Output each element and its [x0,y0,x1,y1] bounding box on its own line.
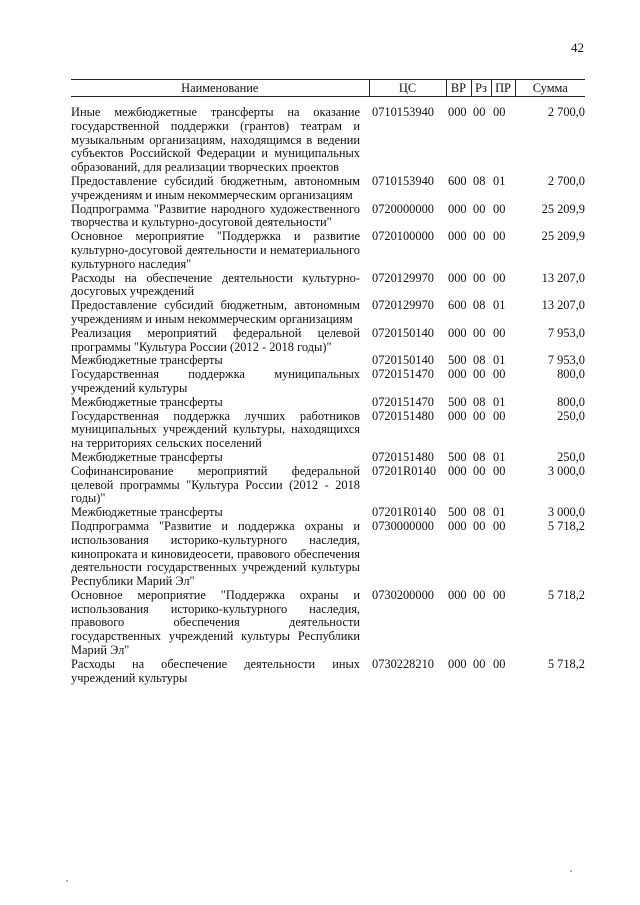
cell-cs: 0710153940 [372,105,434,119]
cell-pr: 00 [493,463,506,478]
cell-sum: 25 209,9 [541,229,585,244]
cell-sum: 7 953,0 [547,353,585,368]
scan-dot [570,870,572,872]
table-row [71,396,585,410]
cell-pr: 00 [493,408,506,423]
table-row [71,203,585,231]
cell-pr: 00 [493,229,506,244]
table-row [71,506,585,520]
cell-name: Предоставление субсидий бюджетным, автономным учреждениям и иным некоммерческим организациям [71,298,360,326]
cell-name: Государственная поддержка лучших работников муниципальных учреждений культуры, находящихся на территориях сельских поселений [71,408,360,451]
cell-name: Расходы на обеспечение деятельности культурно-досуговых учреждений [71,270,360,299]
cell-name: Основное мероприятие "Поддержка охраны и использования историко-культурного наследия, правового обеспечения деятельности государственных учреждений культуры Республики Марий Эл" [71,587,360,658]
cell-vr: 600 [448,173,467,188]
cell-name: Межбюджетные трансферты [71,394,223,409]
cell-pr: 01 [493,449,506,464]
table-row [71,272,585,300]
cell-vr: 000 [448,201,467,216]
table-row [71,299,585,327]
cell-pr: 00 [493,656,506,671]
cell-vr: 500 [448,505,467,520]
cell-pr: 01 [493,298,506,313]
cell-rz: 00 [473,656,486,671]
table-row [71,465,585,506]
table-row [71,354,585,368]
cell-sum: 5 718,2 [547,518,585,533]
cell-sum: 5 718,2 [547,656,585,671]
cell-vr: 000 [448,367,467,382]
cell-rz: 08 [473,505,486,520]
cell-rz: 08 [473,449,486,464]
cell-rz: 00 [473,270,486,285]
cell-rz: 08 [473,394,486,409]
cell-rz: 08 [473,353,486,368]
cell-rz: 00 [473,587,486,602]
cell-cs: 07201R0140 [372,463,437,478]
cell-cs: 0720150140 [372,325,434,340]
cell-cs: 0730000000 [372,518,434,533]
cell-pr: 00 [493,518,506,533]
cell-vr: 000 [448,656,467,671]
cell-cs: 0720100000 [372,229,434,244]
cell-pr: 01 [493,353,506,368]
cell-name: Реализация мероприятий федеральной целевой программы "Культура России (2012 - 2018 годы)" [71,325,360,354]
cell-vr: 500 [448,449,467,464]
cell-sum: 13 207,0 [541,298,585,313]
cell-cs: 0720151480 [372,408,434,423]
table-row [71,97,585,175]
cell-rz: 08 [473,173,486,188]
table-row [71,327,585,355]
cell-vr: 000 [448,518,467,533]
budget-table [71,79,585,685]
cell-pr: 00 [493,587,506,602]
cell-pr: 00 [493,105,506,119]
table-row [71,520,585,589]
table-row [71,589,585,658]
cell-cs: 0720129970 [372,270,434,285]
cell-sum: 250,0 [557,449,585,464]
cell-vr: 500 [448,394,467,409]
table-body [71,97,585,686]
cell-sum: 2 700,0 [547,173,585,188]
cell-name: Предоставление субсидий бюджетным, автономным учреждениям и иным некоммерческим организациям [71,173,360,202]
cell-sum: 250,0 [557,408,585,423]
table-row [71,451,585,465]
cell-rz: 00 [473,463,486,478]
cell-pr: 00 [493,367,506,382]
cell-vr: 000 [448,463,467,478]
cell-cs: 0730200000 [372,587,434,602]
header-rz: Рз [471,80,491,97]
cell-pr: 00 [493,325,506,340]
cell-rz: 00 [473,518,486,533]
cell-vr: 000 [448,105,467,119]
table-row [71,368,585,396]
table-header [71,80,585,97]
cell-sum: 2 700,0 [547,105,585,119]
cell-rz: 00 [473,105,486,119]
cell-sum: 5 718,2 [547,587,585,602]
cell-pr: 01 [493,394,506,409]
cell-cs: 0710153940 [372,173,434,188]
cell-sum: 13 207,0 [541,270,585,285]
cell-rz: 00 [473,367,486,382]
cell-vr: 000 [448,270,467,285]
cell-cs: 0730228210 [372,656,434,671]
cell-rz: 00 [473,408,486,423]
header-name: Наименование [71,80,369,97]
cell-rz: 08 [473,298,486,313]
cell-name: Межбюджетные трансферты [71,353,223,368]
header-cs: ЦС [369,80,446,97]
header-vr: ВР [446,80,471,97]
cell-name: Государственная поддержка муниципальных учреждений культуры [71,367,360,395]
cell-vr: 600 [448,298,467,313]
table-row [71,175,585,203]
cell-vr: 000 [448,325,467,340]
cell-pr: 01 [493,505,506,520]
cell-name: Иные межбюджетные трансферты на оказание государственной поддержки (грантов) театрам и музыкальным организациям, находящимся в ведении субъектов Российской Федерации и муниципальных образований, для реализации творческих проектов [71,105,360,175]
cell-name: Межбюджетные трансферты [71,449,223,464]
cell-name: Подпрограмма "Развитие народного художественного творчества и культурно-досуговой деятельности" [71,201,360,230]
cell-name: Основное мероприятие "Поддержка и развитие культурно-досуговой деятельности и нематериального культурного наследия" [71,229,360,271]
cell-sum: 3 000,0 [547,505,585,520]
header-sum: Сумма [515,80,585,97]
cell-cs: 07201R0140 [372,505,437,520]
page-number: 42 [571,40,584,55]
cell-name: Подпрограмма "Развитие и поддержка охраны и использования историко-культурного наследия, кинопроката и киновидеосети, правового обеспечения деятельности государственных учреждений культуры Республики Марий Эл" [71,518,360,589]
cell-cs: 0720151470 [372,394,434,409]
cell-cs: 0720151480 [372,449,434,464]
cell-cs: 0720151470 [372,367,434,382]
cell-vr: 500 [448,353,467,368]
scan-dot [66,880,68,882]
cell-pr: 01 [493,173,506,188]
table-row [71,410,585,451]
cell-sum: 7 953,0 [547,325,585,340]
header-pr: ПР [491,80,515,97]
cell-sum: 800,0 [557,367,585,382]
cell-pr: 00 [493,270,506,285]
cell-vr: 000 [448,229,467,244]
cell-vr: 000 [448,408,467,423]
cell-cs: 0720000000 [372,201,434,216]
cell-rz: 00 [473,325,486,340]
cell-pr: 00 [493,201,506,216]
cell-sum: 3 000,0 [547,463,585,478]
cell-rz: 00 [473,229,486,244]
cell-name: Межбюджетные трансферты [71,505,223,520]
cell-sum: 25 209,9 [541,201,585,216]
cell-rz: 00 [473,201,486,216]
cell-name: Расходы на обеспечение деятельности иных учреждений культуры [71,656,360,685]
cell-sum: 800,0 [557,394,585,409]
table-row [71,230,585,271]
cell-cs: 0720150140 [372,353,434,368]
table-row [71,658,585,686]
cell-cs: 0720129970 [372,298,434,313]
cell-vr: 000 [448,587,467,602]
cell-name: Софинансирование мероприятий федеральной целевой программы "Культура России (2012 - 2018 годы)" [71,463,360,506]
